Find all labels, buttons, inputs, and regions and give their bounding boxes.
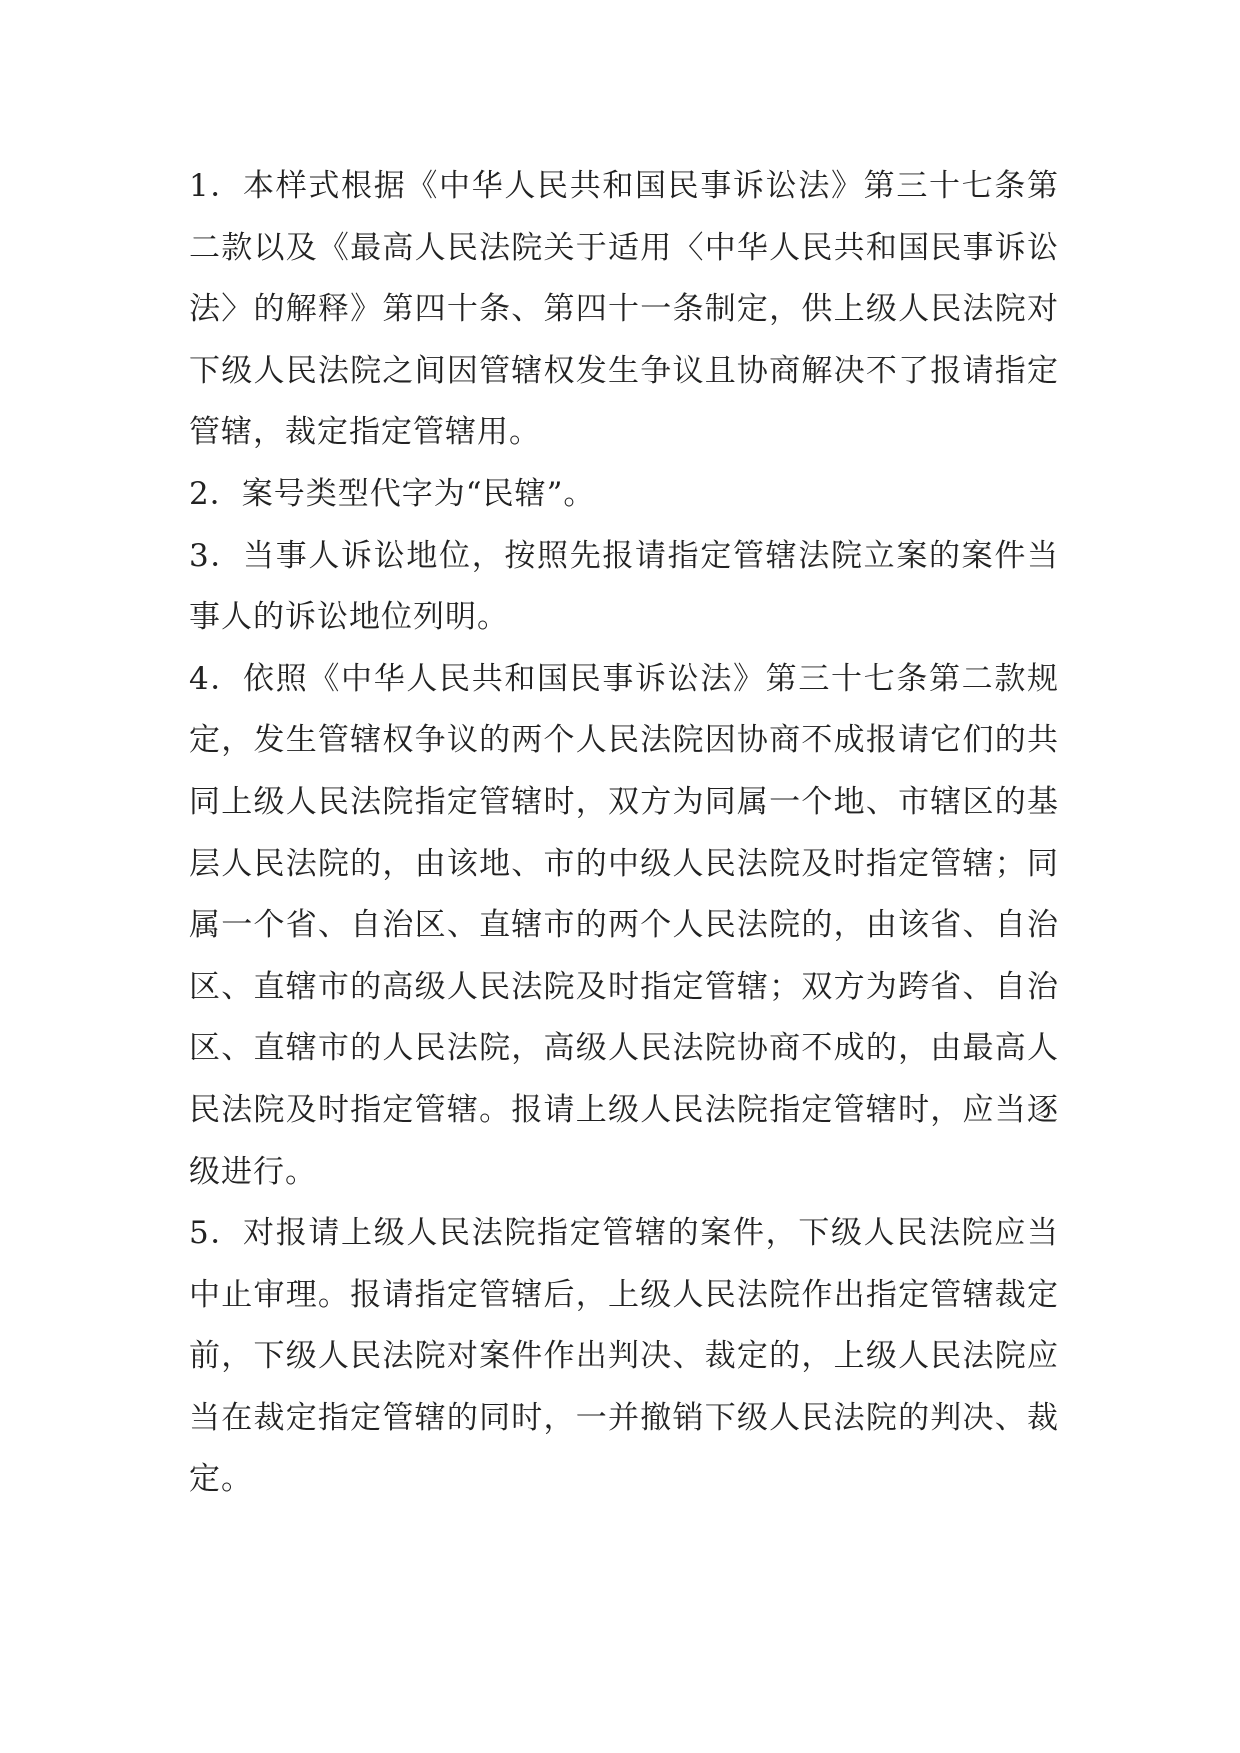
- note-1: 1．本样式根据《中华人民共和国民事诉讼法》第三十七条第二款以及《最高人民法院关于适用〈中华人民共和国民事诉讼法〉的解释》第四十条、第四十一条制定，供上级人民法院对下级人民法院之间因管辖权发生争议且协商解决不了报请指定管辖，裁定指定管辖用。: [189, 168, 1059, 451]
- notes-body: [189, 156, 1059, 1511]
- note-2: 2．案号类型代字为“民辖”。: [189, 475, 596, 512]
- note-5: 5．对报请上级人民法院指定管辖的案件，下级人民法院应当中止审理。报请指定管辖后，上级人民法院作出指定管辖裁定前，下级人民法院对案件作出判决、裁定的，上级人民法院应当在裁定指定管辖的同时，一并撤销下级人民法院的判决、裁定。: [189, 1215, 1059, 1498]
- note-4: 4．依照《中华人民共和国民事诉讼法》第三十七条第二款规定，发生管辖权争议的两个人民法院因协商不成报请它们的共同上级人民法院指定管辖时，双方为同属一个地、市辖区的基层人民法院的，由该地、市的中级人民法院及时指定管辖；同属一个省、自治区、直辖市的两个人民法院的，由该省、自治区、直辖市的高级人民法院及时指定管辖；双方为跨省、自治区、直辖市的人民法院，高级人民法院协商不成的，由最高人民法院及时指定管辖。报请上级人民法院指定管辖时，应当逐级进行。: [189, 660, 1059, 1190]
- note-3: 3．当事人诉讼地位，按照先报请指定管辖法院立案的案件当事人的诉讼地位列明。: [189, 537, 1059, 636]
